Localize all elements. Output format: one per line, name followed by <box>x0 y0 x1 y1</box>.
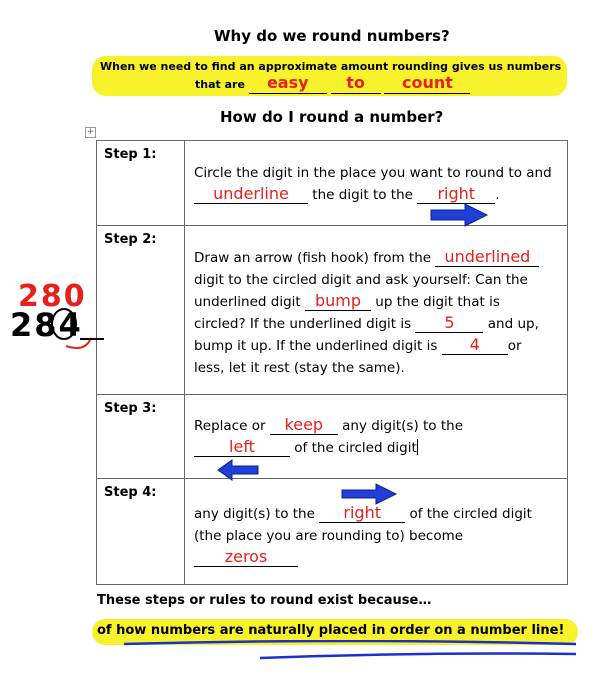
answer-keep: keep <box>284 415 324 434</box>
step-2-line-1 <box>194 247 561 269</box>
original-number-text: 284 <box>10 306 83 344</box>
left-arrow-icon <box>216 459 260 481</box>
answer-4: 4 <box>469 335 480 354</box>
answer-blank <box>417 186 495 204</box>
step-label: Step 2: <box>97 226 185 395</box>
step-label: Step 3: <box>97 395 185 479</box>
step-2-text: bump it up. If the underlined digit is <box>194 338 438 354</box>
answer-blank <box>194 186 308 204</box>
underline-stroke <box>260 654 576 659</box>
step-1-line-2 <box>194 184 561 206</box>
intro-line-2 <box>195 75 470 94</box>
step-2-line-2: digit to the circled digit and ask yourself: Can the <box>194 272 528 288</box>
rounded-number-text: 280 <box>18 279 87 314</box>
right-arrow-icon <box>340 483 398 505</box>
step-4-text: of the circled digit <box>409 506 532 522</box>
footer-line-2: of how numbers are naturally placed in order on a number line! <box>97 623 565 638</box>
handwritten-underline <box>110 640 580 670</box>
step-2-text: or <box>507 338 522 354</box>
answer-blank <box>415 315 483 333</box>
step-row-1 <box>97 141 568 226</box>
step-body <box>185 226 568 395</box>
answer-right: right <box>437 184 476 203</box>
answer-underlined: underlined <box>444 247 531 266</box>
step-1-line-1: Circle the digit in the place you want to round to and <box>194 165 552 181</box>
step-1-period: . <box>495 187 500 203</box>
answer-zeros: zeros <box>224 547 268 566</box>
step-row-3 <box>97 395 568 479</box>
step-3-text: any digit(s) to the <box>342 418 464 434</box>
answer-blank <box>305 293 371 311</box>
answer-blank <box>194 439 290 457</box>
step-2-text: up the digit that is <box>375 294 500 310</box>
step-4-line-1 <box>194 503 561 525</box>
steps-table <box>96 140 568 585</box>
answer-to: to <box>346 73 365 92</box>
page-title: Why do we round numbers? <box>214 27 450 45</box>
step-2-line-5 <box>194 335 561 357</box>
step-4-line-3 <box>194 547 561 569</box>
answer-blank <box>319 505 405 523</box>
answer-underline: underline <box>213 184 289 203</box>
step-3-line-1 <box>194 415 561 437</box>
step-2-line-4 <box>194 313 561 335</box>
step-4-text: any digit(s) to the <box>194 506 315 522</box>
step-row-4 <box>97 479 568 585</box>
answer-blank <box>331 75 381 94</box>
step-3-line-2 <box>194 437 561 459</box>
answer-blank <box>442 337 508 355</box>
step-label: Step 4: <box>97 479 185 585</box>
footer-line-1: These steps or rules to round exist because… <box>97 593 432 608</box>
handwritten-rounding-example <box>6 272 106 352</box>
answer-blank <box>194 549 298 567</box>
answer-blank <box>435 249 539 267</box>
answer-bump: bump <box>314 291 362 310</box>
step-2-text: underlined digit <box>194 294 301 310</box>
answer-blank <box>249 75 327 94</box>
answer-left: left <box>229 437 255 456</box>
step-2-line-3 <box>194 291 561 313</box>
underline-stroke <box>124 641 576 644</box>
answer-blank <box>270 417 338 435</box>
step-3-text: Replace or <box>194 418 266 434</box>
step-2-text: circled? If the underlined digit is <box>194 316 412 332</box>
answer-easy: easy <box>266 73 309 92</box>
answer-count: count <box>402 73 453 92</box>
step-2-line-6: less, let it rest (stay the same). <box>194 360 405 376</box>
step-row-2 <box>97 226 568 395</box>
answer-5: 5 <box>444 313 455 332</box>
text-cursor <box>417 439 418 455</box>
table-move-handle[interactable]: + <box>86 127 95 137</box>
step-2-text: Draw an arrow (fish hook) from the <box>194 250 432 266</box>
intro-line-2-prefix: that are <box>195 78 245 91</box>
step-4-line-2: (the place you are rounding to) become <box>194 528 464 544</box>
section-subtitle: How do I round a number? <box>220 108 444 126</box>
step-body <box>185 141 568 226</box>
step-1-text: the digit to the <box>312 187 413 203</box>
answer-right: right <box>343 503 381 522</box>
step-label: Step 1: <box>97 141 185 226</box>
right-arrow-icon <box>429 203 489 227</box>
intro-line-1: When we need to find an approximate amount rounding gives us numbers <box>100 60 562 73</box>
step-2-text: and up, <box>487 316 539 332</box>
step-3-text: of the circled digit <box>294 440 417 456</box>
answer-blank <box>384 75 470 94</box>
